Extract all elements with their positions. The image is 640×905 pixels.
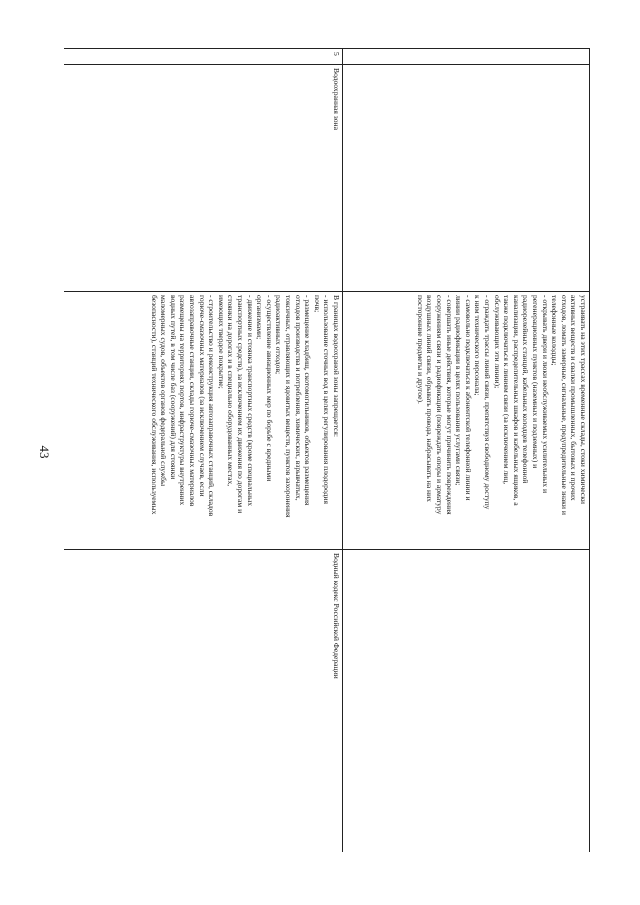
text-line: горюче-смазочных материалов (за исключением случаев, если bbox=[197, 295, 207, 497]
zone-name-cell bbox=[343, 65, 590, 292]
text-line: токсичных, отравляющих и ядовитых веществ, пунктов захоронения bbox=[284, 295, 294, 518]
text-line: - самовольно подключаться к абонентской телефонной линии и bbox=[463, 295, 473, 501]
law-reference-cell bbox=[343, 550, 590, 853]
text-line: отходов производства и потребления, химических, взрывчатых, bbox=[293, 295, 303, 501]
text-line: активных веществ и свалки промышленных, бытовых и прочих bbox=[569, 295, 579, 501]
row-number-cell: 5 bbox=[64, 49, 343, 65]
text-line: отходов, ломать замерные, сигнальные, предупредительные знаки и bbox=[559, 295, 569, 515]
text-line: В границах водоохраной зоны запрещается: bbox=[332, 295, 341, 437]
text-line: радиоактивных отходов; bbox=[274, 295, 284, 375]
text-line: почв; bbox=[312, 295, 322, 313]
text-line: стоянки на дорогах и в специально оборудованных местах, bbox=[226, 295, 236, 487]
text-line: организмами; bbox=[255, 295, 265, 340]
text-line: телефонные колодцы; bbox=[550, 295, 560, 366]
text-line: - строительство и реконструкция автозаправочных станций, складов bbox=[207, 295, 217, 517]
text-line: линии радиофикации в целях пользования услугами связи; bbox=[454, 295, 464, 486]
text-line: посторонние предметы и другое). bbox=[415, 295, 425, 404]
text-line: обслуживающих эти линии); bbox=[492, 295, 502, 389]
text-line: безопасности), станций технического обслуживания, используемых bbox=[149, 295, 159, 515]
table-row bbox=[343, 49, 590, 853]
row-number-cell bbox=[343, 49, 590, 65]
text-line: имеющих твердое покрытие; bbox=[216, 295, 226, 389]
text-line: - открывать двери и люки необслуживаемых усилительных и bbox=[540, 295, 550, 494]
text-line: к ним технического персонала; bbox=[473, 295, 483, 396]
text-line: водных путей, в том числе баз (сооружений) для стоянки bbox=[168, 295, 178, 480]
document-content bbox=[64, 48, 590, 852]
zone-name-cell: Водоохранная зона bbox=[64, 65, 343, 292]
text-line: - ограждать трассы линий связи, препятствуя свободному доступу bbox=[483, 295, 493, 510]
restrictions-table bbox=[64, 48, 590, 852]
text-line: сооружениям связи и радиофикации (повреждать опоры и арматуру bbox=[435, 295, 445, 515]
text-line: размещены на территориях портов, инфраструктуры внутренних bbox=[178, 295, 188, 506]
text-line: канализации, распределительных шкафов и кабельных ящиков, а bbox=[511, 295, 521, 506]
restrictions-text-cell bbox=[64, 292, 343, 550]
text-line: также подключаться к линиям связи (за исключением лиц, bbox=[502, 295, 512, 485]
page-number: 43 bbox=[37, 445, 52, 459]
restrictions-text-cell bbox=[343, 292, 590, 550]
text-line: - движение и стоянка транспортных средств (кроме специальных bbox=[245, 295, 255, 507]
law-reference-cell: Водный кодекс Российской Федерации bbox=[64, 550, 343, 853]
text-line: - использование сточных вод в целях регулирования плодородия bbox=[322, 295, 332, 504]
text-line: - осуществление авиационных мер по борьбе с вредными bbox=[264, 295, 274, 482]
text-line: регенерационных пунктов (наземных и подземных) и bbox=[531, 295, 541, 469]
text-line: маломерных судов, объектов органов федеральной службы bbox=[159, 295, 169, 487]
table-row bbox=[64, 49, 343, 853]
text-line: - совершать иные действия, которые могут причинить повреждения bbox=[444, 295, 454, 515]
text-line: транспортных средств), за исключением их движения по дорогам и bbox=[236, 295, 246, 514]
text-line: автозаправочные станции, склады горюче-смазочных материалов bbox=[188, 295, 198, 507]
text-line: устраивать на этих трассах временные склады, стоки химически bbox=[579, 295, 588, 504]
rotated-table-frame bbox=[64, 48, 590, 852]
text-line: радиорелейных станций, кабельных колодцев телефонной bbox=[521, 295, 531, 484]
text-line: воздушных линий связи, обрывать провода, набрасывать на них bbox=[425, 295, 435, 502]
text-line: - размещение кладбищ, скотомогильников, объектов размещения bbox=[303, 295, 313, 506]
